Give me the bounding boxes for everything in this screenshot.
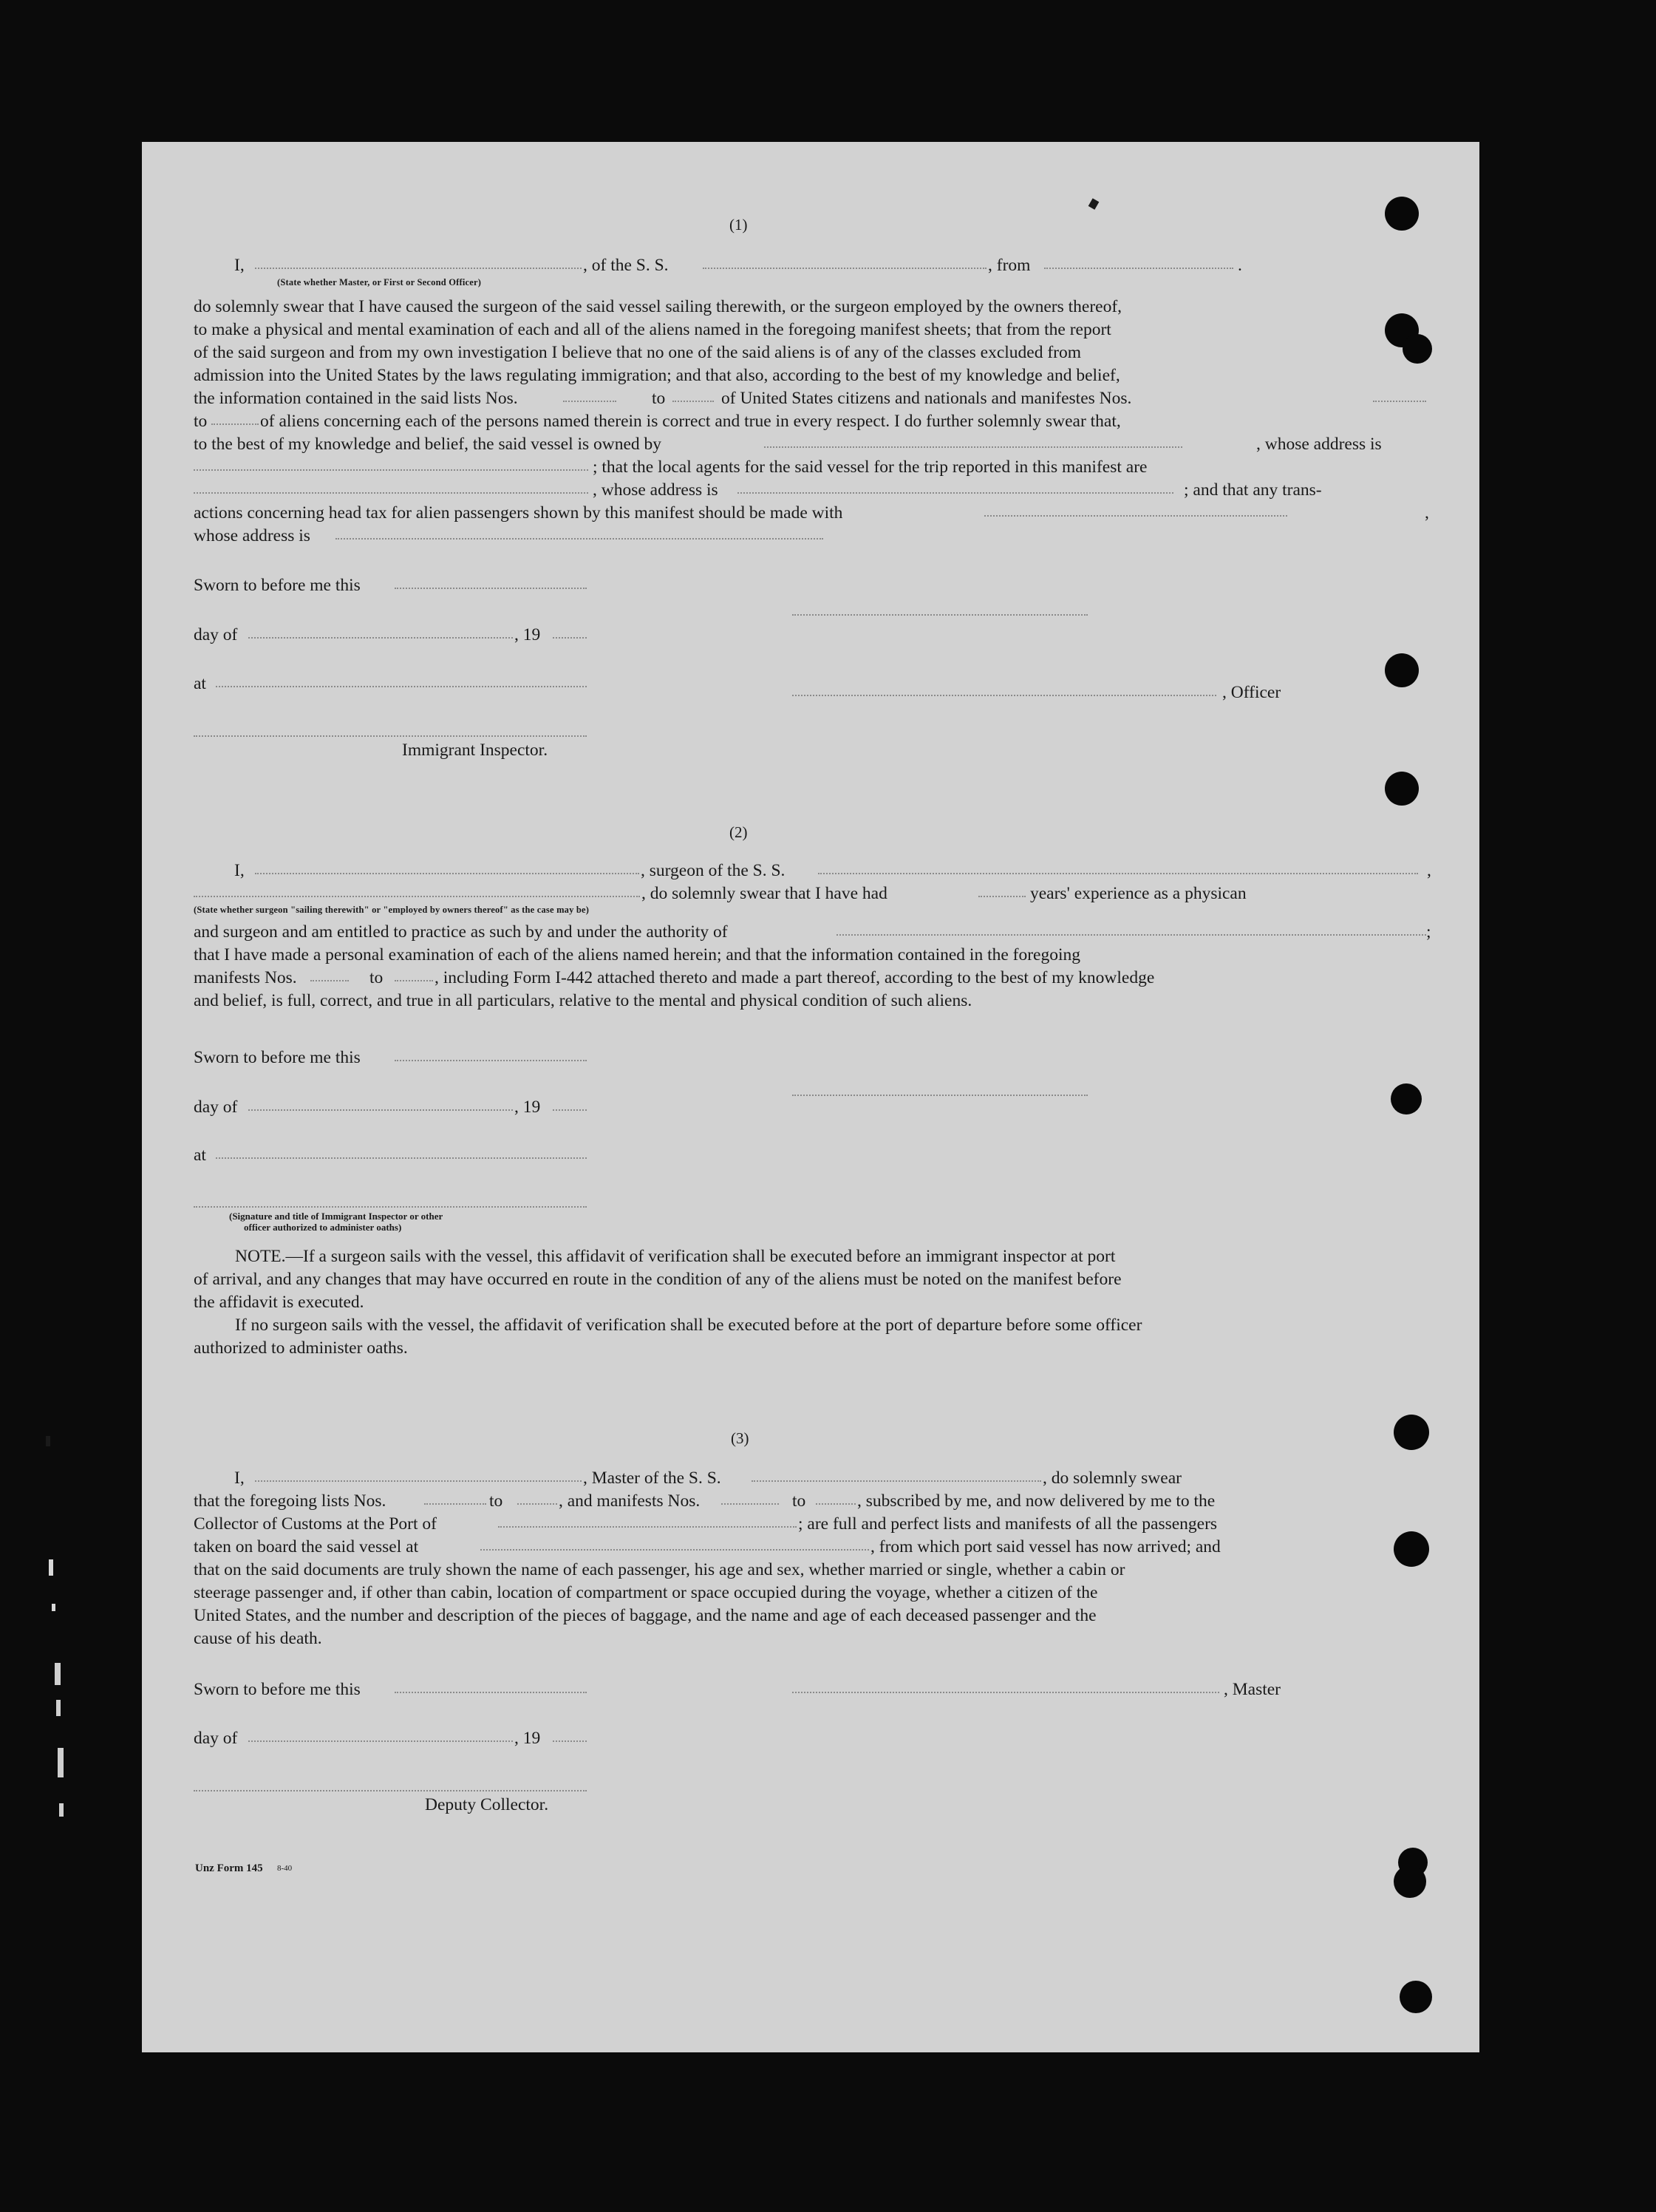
s2-note2-text-1: If no surgeon sails with the vessel, the affidavit of verification shall be executed before at the port of departure before some officer	[235, 1316, 1142, 1335]
s1-inspector-signature-field[interactable]	[194, 735, 587, 737]
s1-headtax-field[interactable]	[984, 515, 1287, 517]
s1-text-4: admission into the United States by the laws regulating immigration; and that also, according to the best of my knowledge and belief,	[194, 366, 1120, 385]
s1-text-3: of the said surgeon and from my own investigation I believe that no one of the said aliens is of any of the classes excluded from	[194, 343, 1082, 362]
s3-text-1: that on the said documents are truly shown the name of each passenger, his age and sex, whether married or single, whether a cabin or	[194, 1560, 1125, 1579]
s2-manifests-to-field[interactable]	[395, 980, 433, 981]
s2-authority-field[interactable]	[836, 934, 1426, 936]
s1-owner-address-field[interactable]	[194, 469, 588, 471]
s3-lists-to-label: to	[489, 1491, 503, 1511]
s1-agents-address-label: , whose address is	[593, 480, 718, 500]
s3-i: I,	[234, 1469, 245, 1488]
s1-officer-note: (State whether Master, or First or Second Officer)	[277, 277, 482, 287]
s3-board-field[interactable]	[480, 1549, 869, 1551]
s1-agents-address-field[interactable]	[737, 492, 1173, 494]
s3-port-field[interactable]	[498, 1526, 797, 1528]
binder-hole	[1385, 653, 1419, 687]
s1-signature-line-top[interactable]	[792, 614, 1088, 616]
binder-hole	[1394, 1415, 1429, 1450]
s1-officer-field[interactable]	[255, 268, 582, 269]
s2-note-text-3: the affidavit is executed.	[194, 1293, 364, 1312]
s2-form-text: , including Form I-442 attached thereto and made a part thereof, according to the best of my knowledge	[435, 968, 1155, 987]
s3-manifests-to-label: to	[792, 1491, 806, 1511]
film-mark	[49, 1559, 53, 1576]
s1-comma: ,	[1425, 503, 1429, 523]
s2-capacity-note: (State whether surgeon "sailing therewith" or "employed by owners thereof" as the case may be)	[194, 905, 590, 915]
s3-para-line	[194, 1627, 322, 1650]
s1-lists-from-field[interactable]	[563, 401, 616, 402]
s3-text-3: United States, and the number and description of the pieces of baggage, and the name and age of each deceased passenger and the	[194, 1606, 1097, 1625]
s1-ss-label: , of the S. S.	[583, 256, 669, 275]
s3-year-field[interactable]	[553, 1740, 587, 1742]
s2-inspector-signature-field[interactable]	[194, 1206, 587, 1208]
s1-para-line	[194, 319, 1429, 341]
s1-headtax-address-label: whose address is	[194, 526, 310, 545]
s1-lists-to: to	[652, 389, 666, 408]
s1-day-label: day of	[194, 625, 238, 644]
binder-hole	[1391, 1083, 1422, 1114]
s1-at-field[interactable]	[216, 686, 587, 687]
s3-subscribed-text: , subscribed by me, and now delivered by me to the	[857, 1491, 1216, 1511]
s2-surgeon-field[interactable]	[255, 873, 639, 874]
s1-citizens-label: of United States citizens and nationals and manifestes Nos.	[721, 389, 1132, 408]
s2-signature-note-2: officer authorized to administer oaths)	[244, 1222, 402, 1233]
s2-capacity-field[interactable]	[194, 896, 640, 897]
section-2-number: (2)	[729, 823, 748, 841]
s3-lists-to-field[interactable]	[517, 1503, 557, 1505]
s3-board-label: taken on board the said vessel at	[194, 1537, 419, 1556]
s3-collector-signature-field[interactable]	[194, 1790, 587, 1791]
s2-note-text-1: NOTE.—If a surgeon sails with the vessel, this affidavit of verification shall be executed before an immigrant inspector at port	[235, 1247, 1116, 1266]
s2-signature-line-right[interactable]	[792, 1095, 1088, 1096]
s2-sworn-field[interactable]	[395, 1060, 587, 1061]
s2-note-line	[194, 1291, 364, 1314]
film-mark	[55, 1663, 61, 1685]
s2-authority-text: and surgeon and am entitled to practice as such by and under the authority of	[194, 922, 728, 942]
s2-note-text-2: of arrival, and any changes that may have occurred en route in the condition of any of the aliens must be noted on the manifest before	[194, 1270, 1122, 1289]
s2-text-1: that I have made a personal examination of each of the aliens named herein; and that the information contained in the foregoing	[194, 945, 1081, 964]
s1-sworn-field[interactable]	[395, 588, 587, 589]
s1-end-dot: .	[1238, 256, 1242, 275]
s3-para-line	[194, 1604, 1097, 1627]
s2-years-text: years' experience as a physican	[1030, 884, 1247, 903]
s2-at-field[interactable]	[216, 1157, 587, 1159]
s3-ship-field[interactable]	[752, 1480, 1041, 1482]
s3-master-signature-field[interactable]	[792, 1692, 1219, 1693]
s2-para-line	[194, 990, 972, 1013]
s1-year-field[interactable]	[553, 637, 587, 639]
s2-signature-note-1: (Signature and title of Immigrant Inspector or other	[229, 1211, 443, 1222]
s1-agents-field[interactable]	[194, 492, 588, 494]
s1-ship-field[interactable]	[703, 268, 987, 269]
s3-collector-label: Deputy Collector.	[425, 1795, 549, 1814]
s3-master-title: , Master	[1224, 1680, 1281, 1699]
s1-sworn-label: Sworn to before me this	[194, 576, 361, 595]
s1-from-label: , from	[988, 256, 1031, 275]
s1-agents-text: ; that the local agents for the said vessel for the trip reported in this manifest are	[593, 457, 1148, 477]
s1-headtax-text: actions concerning head tax for alien passengers shown by this manifest should be made with	[194, 503, 843, 523]
s3-para-line	[194, 1582, 1097, 1604]
s3-text-4: cause of his death.	[194, 1629, 322, 1648]
s3-lists-label: that the foregoing lists Nos.	[194, 1491, 386, 1511]
section-3-number: (3)	[731, 1429, 749, 1447]
s1-owner-field[interactable]	[764, 446, 1182, 448]
s3-year-label: , 19	[514, 1729, 541, 1748]
s2-note-line	[194, 1268, 1122, 1291]
s3-swear-text: , do solemnly swear	[1043, 1469, 1182, 1488]
s3-sworn-field[interactable]	[395, 1692, 587, 1693]
s1-text-2: to make a physical and mental examination of each and all of the aliens named in the foregoing manifest sheets; that from the report	[194, 320, 1111, 339]
s2-year-field[interactable]	[553, 1109, 587, 1111]
s1-officer-title: , Officer	[1222, 683, 1281, 702]
s2-note2-text-2: authorized to administer oaths.	[194, 1338, 408, 1358]
s1-manifest-from-field[interactable]	[1373, 401, 1426, 402]
s3-sworn-label: Sworn to before me this	[194, 1680, 361, 1699]
s3-day-label: day of	[194, 1729, 238, 1748]
s3-ss-label: , Master of the S. S.	[583, 1469, 721, 1488]
s2-ship-field[interactable]	[818, 873, 1418, 874]
form-code: 8-40	[277, 1864, 293, 1873]
s3-master-field[interactable]	[255, 1480, 582, 1482]
s1-owner-label: to the best of my knowledge and belief, the said vessel is owned by	[194, 435, 662, 454]
s2-years-field[interactable]	[978, 896, 1026, 897]
s2-note-line	[235, 1245, 1115, 1268]
s1-para-line	[194, 296, 1429, 319]
s3-port-label: Collector of Customs at the Port of	[194, 1514, 437, 1534]
s1-headtax-address-field[interactable]	[335, 538, 823, 540]
form-page	[142, 142, 1479, 2052]
s3-lists-text: ; are full and perfect lists and manifests of all the passengers	[798, 1514, 1218, 1534]
s1-aliens-text: of aliens concerning each of the persons named therein is correct and true in every respect. I do further solemnly swear that,	[260, 412, 1121, 431]
binder-hole	[1385, 772, 1419, 806]
s2-day-label: day of	[194, 1098, 238, 1117]
s2-note2-line	[194, 1337, 408, 1360]
s3-manifests-label: , and manifests Nos.	[559, 1491, 701, 1511]
film-mark	[58, 1748, 64, 1777]
s1-from-field[interactable]	[1044, 268, 1233, 269]
s1-year-label: , 19	[514, 625, 541, 644]
s2-ss-label: , surgeon of the S. S.	[641, 861, 786, 880]
s2-at-label: at	[194, 1146, 206, 1165]
binder-hole	[1394, 1865, 1426, 1898]
s2-sworn-label: Sworn to before me this	[194, 1048, 361, 1067]
s1-transactions-label: ; and that any trans-	[1184, 480, 1322, 500]
s1-at-label: at	[194, 674, 206, 693]
binder-hole	[1394, 1531, 1429, 1567]
s3-para-line	[194, 1559, 1125, 1582]
s2-manifests-label: manifests Nos.	[194, 968, 297, 987]
s3-manifests-to-field[interactable]	[816, 1503, 856, 1505]
s1-i: I,	[234, 256, 245, 275]
s1-inspector-label: Immigrant Inspector.	[402, 741, 548, 760]
s1-text-1: do solemnly swear that I have caused the surgeon of the said vessel sailing therewith, or the surgeon employed by the owners thereof,	[194, 297, 1122, 316]
film-mark	[59, 1803, 64, 1817]
s2-swear-text: , do solemnly swear that I have had	[641, 884, 887, 903]
s2-comma: ,	[1427, 861, 1431, 880]
s2-para-line	[194, 944, 1080, 967]
s3-lists-from-field[interactable]	[424, 1503, 486, 1505]
s2-day-field[interactable]	[248, 1109, 513, 1111]
s3-text-2: steerage passenger and, if other than cabin, location of compartment or space occupied during the voyage, whether a citizen of the	[194, 1583, 1098, 1602]
form-number: Unz Form 145	[195, 1862, 263, 1874]
s2-to-label: to	[369, 968, 384, 987]
s3-manifests-from-field[interactable]	[721, 1503, 779, 1505]
film-mark	[56, 1700, 61, 1716]
s3-day-field[interactable]	[248, 1740, 513, 1742]
s1-manifest-to-field[interactable]	[211, 423, 259, 425]
s1-para-line	[194, 341, 1429, 364]
s1-para-line	[194, 364, 1429, 387]
ink-speck	[1088, 198, 1100, 209]
s2-year-label: , 19	[514, 1098, 541, 1117]
s2-text-2: and belief, is full, correct, and true in all particulars, relative to the mental and physical condition of such aliens.	[194, 991, 972, 1010]
s2-manifests-from-field[interactable]	[310, 980, 349, 981]
film-mark	[52, 1604, 55, 1611]
s1-lists-to-field[interactable]	[672, 401, 714, 402]
s2-semicolon: ;	[1426, 922, 1431, 942]
film-mark	[46, 1436, 50, 1446]
s2-note2-line	[235, 1314, 1142, 1337]
s1-lists-label: the information contained in the said lists Nos.	[194, 389, 518, 408]
binder-hole	[1400, 1981, 1432, 2013]
s2-i: I,	[234, 861, 245, 880]
s1-to-label: to	[194, 412, 208, 431]
binder-hole	[1385, 197, 1419, 231]
s3-arrived-text: , from which port said vessel has now arrived; and	[870, 1537, 1221, 1556]
s1-owner-address-label: , whose address is	[1256, 435, 1382, 454]
s1-day-field[interactable]	[248, 637, 513, 639]
section-1-number: (1)	[729, 216, 748, 234]
s1-officer-signature-field[interactable]	[792, 695, 1216, 696]
